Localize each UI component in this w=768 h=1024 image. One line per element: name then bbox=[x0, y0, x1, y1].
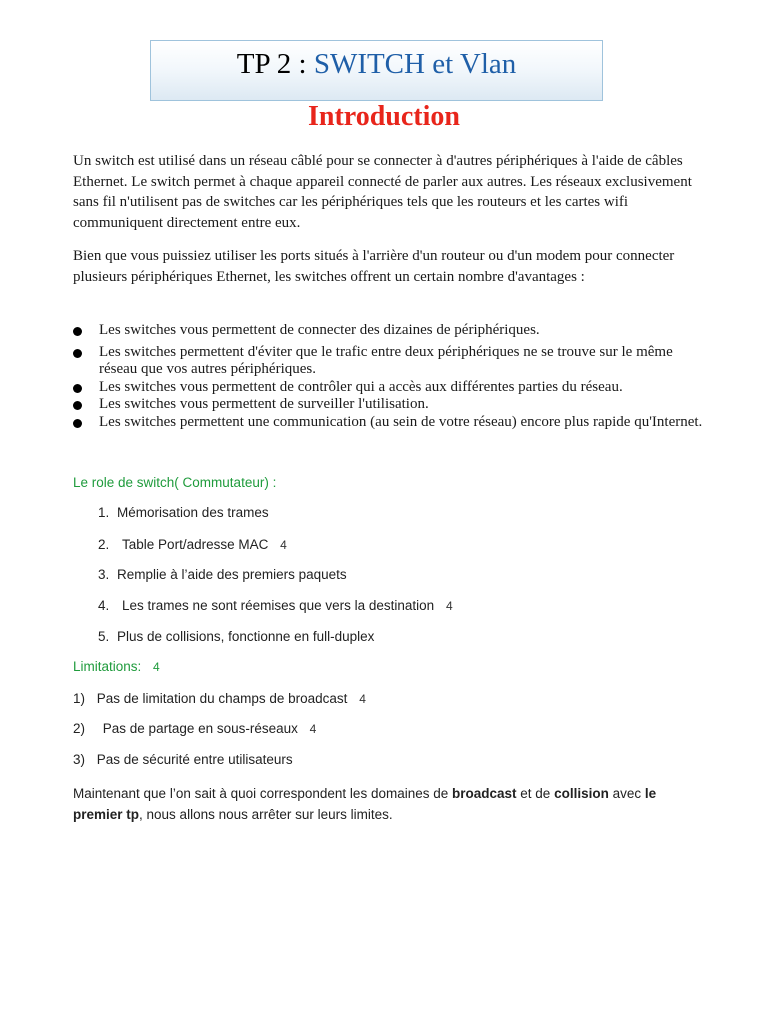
item-mark: 4 bbox=[359, 692, 366, 706]
item-number: 4. bbox=[98, 598, 110, 613]
item-text: Pas de limitation du champs de broadcast bbox=[96, 691, 348, 706]
role-item-3 bbox=[98, 566, 347, 584]
limitation-item-1 bbox=[73, 690, 366, 708]
limitations-heading bbox=[73, 658, 160, 676]
closing-text: , nous allons nous arrêter sur leurs limites. bbox=[139, 807, 393, 822]
list-item: Les switches vous permettent de surveiller l'utilisation. bbox=[73, 396, 713, 414]
item-mark: 4 bbox=[445, 599, 453, 613]
role-item-5 bbox=[98, 628, 374, 646]
item-number: 3. bbox=[98, 567, 110, 582]
role-item-4 bbox=[98, 597, 453, 615]
item-text: Pas de sécurité entre utilisateurs bbox=[96, 752, 293, 767]
item-number: 1. bbox=[98, 505, 110, 520]
advantages-list bbox=[73, 322, 713, 431]
item-mark: 4 bbox=[309, 722, 317, 736]
item-number: 5. bbox=[98, 629, 110, 644]
role-item-1 bbox=[98, 504, 269, 522]
list-item: Les switches vous permettent de contrôler qui a accès aux différentes parties du réseau. bbox=[73, 379, 713, 397]
item-number: 3) bbox=[73, 752, 86, 767]
item-text: Les trames ne sont réemises que vers la destination bbox=[122, 598, 435, 613]
item-mark: 4 bbox=[280, 538, 287, 552]
list-item: Les switches vous permettent de connecter des dizaines de périphériques. bbox=[73, 322, 713, 340]
item-text: Mémorisation des trames bbox=[117, 505, 269, 520]
limitation-item-3 bbox=[73, 751, 293, 769]
intro-paragraph-2: Bien que vous puissiez utiliser les ports situés à l'arrière d'un routeur ou d'un modem pour connecter plusieurs périphériques Ethernet, les switches offrent un certain nombre d'avantages : bbox=[73, 248, 675, 285]
limitations-mark: 4 bbox=[153, 660, 160, 674]
limitation-item-2 bbox=[73, 720, 316, 738]
intro-paragraph-1: Un switch est utilisé dans un réseau câblé pour se connecter à d'autres périphériques à l'aide de câbles Ethernet. Le switch permet à chaque appareil connecté de parler aux autres. Les réseaux exclusivement sans fil n'utilisent pas de switches car les périphériques tels que les routeurs et les cartes wifi communiquent directement entre eux. bbox=[73, 153, 692, 232]
limitations-label: Limitations: bbox=[73, 659, 142, 674]
item-number: 2) bbox=[73, 721, 86, 736]
closing-paragraph bbox=[73, 783, 693, 825]
closing-bold-broadcast: broadcast bbox=[452, 786, 517, 801]
title-subject: SWITCH et Vlan bbox=[313, 48, 517, 80]
item-number: 2. bbox=[98, 537, 110, 552]
title-prefix: TP 2 : bbox=[236, 48, 307, 80]
item-text: Table Port/adresse MAC bbox=[122, 537, 269, 552]
title-box bbox=[150, 40, 603, 101]
role-heading: Le role de switch( Commutateur) : bbox=[73, 475, 277, 490]
document-title bbox=[151, 46, 602, 82]
list-item: Les switches permettent une communication (au sein de votre réseau) encore plus rapide qu'Internet. bbox=[73, 414, 713, 432]
closing-text: Maintenant que l’on sait à quoi correspondent les domaines de bbox=[73, 786, 452, 801]
closing-text: avec bbox=[608, 786, 645, 801]
item-text: Plus de collisions, fonctionne en full-duplex bbox=[117, 629, 375, 644]
closing-bold-tp: le premier tp bbox=[73, 786, 657, 822]
role-item-2 bbox=[98, 536, 287, 554]
section-heading: Introduction bbox=[308, 101, 460, 132]
list-item: Les switches permettent d'éviter que le trafic entre deux périphériques ne se trouve sur le même réseau que vos autres périphériques. bbox=[73, 344, 713, 379]
item-number: 1) bbox=[73, 691, 86, 706]
item-text: Remplie à l’aide des premiers paquets bbox=[117, 567, 347, 582]
closing-bold-collision: collision bbox=[554, 786, 609, 801]
item-text: Pas de partage en sous-réseaux bbox=[102, 721, 298, 736]
closing-text: et de bbox=[516, 786, 555, 801]
